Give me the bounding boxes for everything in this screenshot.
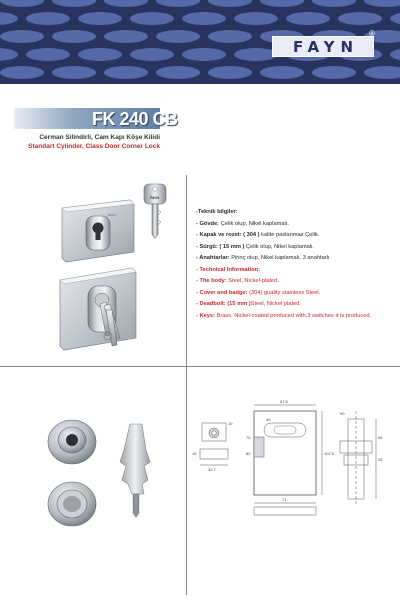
banner-pattern-oval bbox=[0, 12, 18, 25]
banner-pattern-oval bbox=[26, 12, 70, 25]
banner-pattern-oval bbox=[78, 12, 122, 25]
dimension-label: 32.7 bbox=[208, 467, 216, 472]
dimension-label: 65 bbox=[378, 435, 383, 440]
spec-item-tr: - Sürgü: ( 15 mm ) Çelik olup, Nikel kaplamalı. bbox=[196, 243, 315, 250]
banner-pattern-oval bbox=[104, 0, 148, 7]
banner-pattern-oval bbox=[156, 0, 200, 7]
spec-item-en: - Cover and badge: (304) guality stainless Steel. bbox=[196, 289, 321, 296]
spec-item-en: - Keys: Brass, Nickel-coated produced with,3 switches ıt is produced. bbox=[196, 312, 372, 319]
key-brand-label: FAYN bbox=[150, 196, 160, 200]
banner-pattern-oval bbox=[52, 0, 96, 7]
dimension-label: 25 bbox=[378, 457, 383, 462]
banner-pattern-oval bbox=[26, 48, 70, 61]
dimension-label: 19 bbox=[228, 421, 233, 426]
banner-pattern-oval bbox=[312, 66, 356, 79]
product-subtitle-tr: Cerman Silindirli, Cam Kapı Köşe Kilidi bbox=[39, 134, 160, 141]
banner-pattern-oval bbox=[104, 30, 148, 43]
banner-pattern-oval bbox=[338, 12, 382, 25]
spec-item-tr: - Gövde: Çelik olup, Nikel kaplamalı. bbox=[196, 220, 289, 227]
banner-pattern-oval bbox=[260, 0, 304, 7]
brand-logo bbox=[272, 36, 374, 57]
banner-pattern-oval bbox=[52, 30, 96, 43]
dimension-label: 102.5 bbox=[324, 451, 335, 456]
banner-pattern-oval bbox=[104, 66, 148, 79]
banner-pattern-oval bbox=[208, 66, 252, 79]
banner-pattern-oval bbox=[0, 0, 44, 7]
dimension-label: 80 bbox=[246, 451, 251, 456]
spec-item-en: - The body: Steel, Nickel-plated. bbox=[196, 278, 279, 284]
horizontal-divider bbox=[0, 366, 400, 367]
banner-pattern-oval bbox=[364, 0, 400, 7]
dimension-label: 19 bbox=[192, 451, 197, 456]
banner-pattern-oval bbox=[390, 12, 400, 25]
vertical-divider bbox=[186, 175, 187, 595]
banner-pattern-oval bbox=[286, 12, 330, 25]
spec-item-en: - Deadbolt: (15 mm )Steel, Nickel plated. bbox=[196, 301, 301, 307]
banner-pattern-oval bbox=[156, 66, 200, 79]
banner-pattern-oval bbox=[260, 66, 304, 79]
banner-pattern-oval bbox=[182, 12, 226, 25]
product-subtitle-en: Standart Cylinder, Class Door Corner Lock bbox=[28, 143, 160, 150]
dimension-label: 90 bbox=[340, 411, 345, 416]
dimension-label: 71 bbox=[282, 497, 287, 502]
banner-pattern-oval bbox=[52, 66, 96, 79]
key-photo bbox=[140, 184, 170, 240]
registered-mark: ® bbox=[369, 29, 375, 38]
banner-pattern-oval bbox=[390, 48, 400, 61]
svg-text:FAYN: FAYN bbox=[108, 213, 116, 217]
banner-pattern-oval bbox=[156, 30, 200, 43]
banner-pattern-oval bbox=[234, 12, 278, 25]
dimension-label: 70 bbox=[246, 435, 251, 440]
spec-heading-en: - Technical Information: bbox=[196, 266, 261, 273]
technical-specifications bbox=[196, 207, 396, 322]
banner-pattern-oval bbox=[0, 48, 18, 61]
spec-item-tr: - Kapak ve rozet: ( 304 ) kalite paslanmaz Çelik. bbox=[196, 232, 320, 238]
banner-pattern-oval bbox=[130, 12, 174, 25]
accessories-photo bbox=[38, 410, 168, 530]
banner-pattern-oval bbox=[364, 66, 400, 79]
technical-drawing bbox=[190, 395, 395, 525]
product-code: FK 240 CB bbox=[92, 109, 178, 129]
banner-pattern-oval bbox=[78, 48, 122, 61]
banner-pattern-oval bbox=[130, 48, 174, 61]
spec-heading-tr: -Teknik bilgiler: bbox=[196, 209, 238, 215]
dimension-label: 67.5 bbox=[280, 399, 288, 404]
brand-name: FAYN bbox=[292, 37, 360, 56]
spec-item-tr: - Anahtarlar: Pirinç olup, Nikel kaplamalı. 3 anahtarlı bbox=[196, 255, 330, 261]
banner-pattern-oval bbox=[312, 0, 356, 7]
banner-pattern-oval bbox=[208, 30, 252, 43]
banner-pattern-oval bbox=[0, 66, 44, 79]
dimension-label: 40 bbox=[266, 417, 271, 422]
banner-pattern-oval bbox=[182, 48, 226, 61]
banner-pattern-oval bbox=[0, 30, 44, 43]
banner-pattern-oval bbox=[208, 0, 252, 7]
